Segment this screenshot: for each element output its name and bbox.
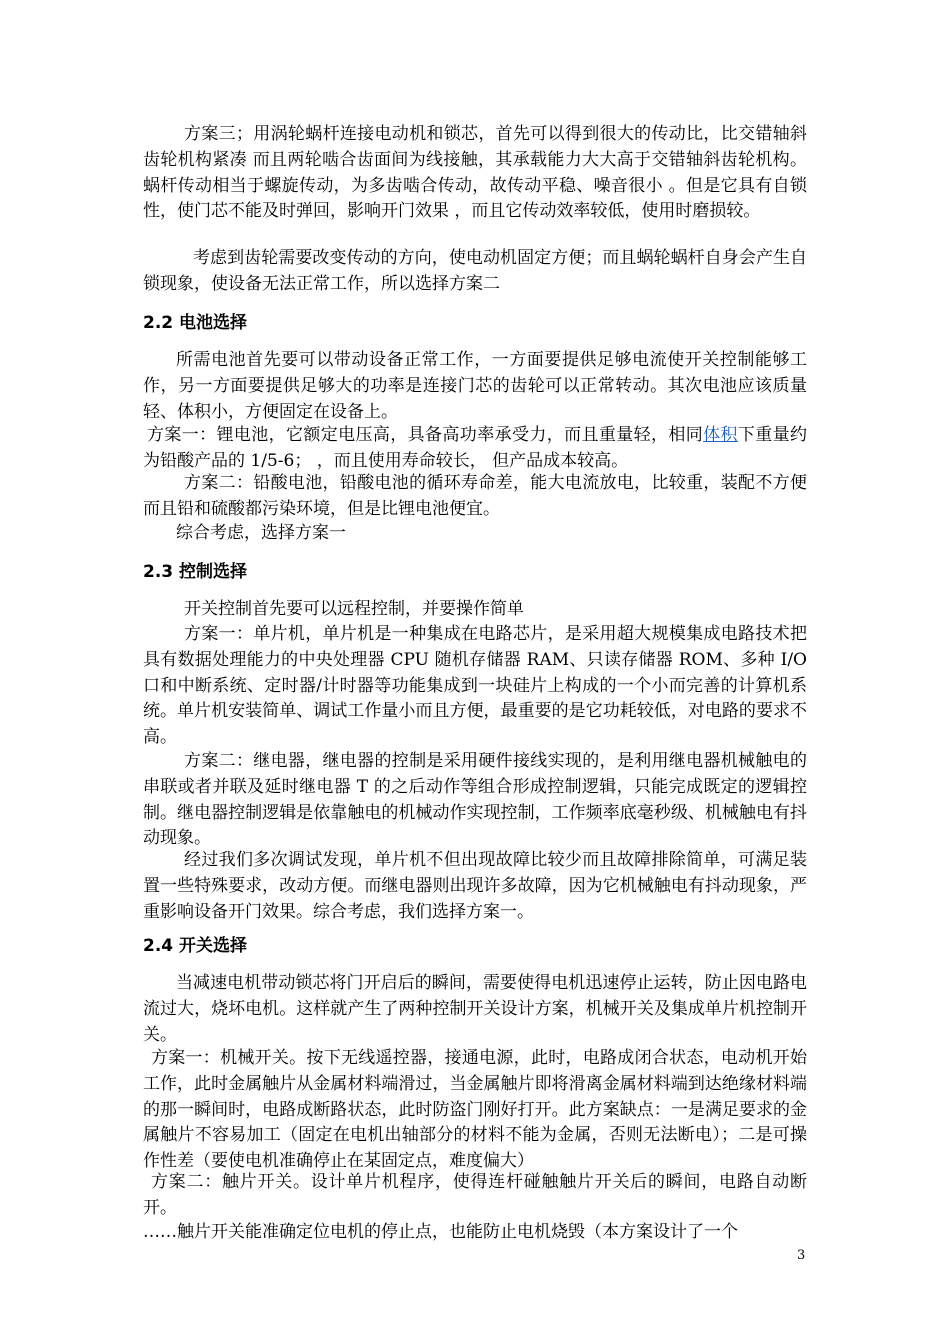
paragraph: 方案一：机械开关。按下无线遥控器，接通电源，此时，电路成闭合状态，电动机开始工作，此时金属触片从金属材料端滑过，当金属触片即将滑离金属材料端到达绝缘材料端的那一瞬间时，电路成断路状态，此时防盗门刚好打开。此方案缺点：一是满足要求的金属触片不容易加工（固定在电机出轴部分的材料不能为金属，否则无法断电）；二是可操作性差（要使电机准确停止在某固定点，难度偏大） [143, 1048, 807, 1172]
paragraph: 当减速电机带动锁芯将门开启后的瞬间，需要使得电机迅速停止运转，防止因电路电流过大，烧坏电机。这样就产生了两种控制开关设计方案，机械开关及集成单片机控制开关。 [143, 973, 807, 1045]
text-block [143, 246, 807, 298]
text-block [143, 1220, 807, 1246]
text-block [143, 848, 807, 925]
text-block [143, 559, 807, 585]
page-number: 3 [797, 1248, 806, 1263]
paragraph: 方案一：单片机，单片机是一种集成在电路芯片，是采用超大规模集成电路技术把具有数据处理能力的中央处理器 CPU 随机存储器 RAM、只读存储器 ROM、多种 I/O 口和中断系统、定时器/计时器等功能集成到一块硅片上构成的一个小而完善的计算机系统。单片机安装简单、调试工作量小而且方便，最重要的是它功耗较低，对电路的要求不高。 [143, 624, 807, 748]
section-heading: 2.3 控制选择 [143, 562, 248, 582]
paragraph: 方案三；用涡轮蜗杆连接电动机和锁芯，首先可以得到很大的传动比，比交错轴斜齿轮机构紧凑 而且两轮啮合齿面间为线接触，其承载能力大大高于交错轴斜齿轮机构。蜗杆传动相当于螺旋传动，为多齿啮合传动，故传动平稳、噪音很小 。但是它具有自锁性，使门芯不能及时弹回，影响开门效果 ，而且它传动效率较低，使用时磨损较。 [143, 124, 807, 222]
text-block [143, 1046, 807, 1175]
hyperlink[interactable]: 体积 [703, 425, 738, 445]
section-heading: 2.2 电池选择 [143, 313, 248, 333]
paragraph: 开关控制首先要可以远程控制，并要操作简单 [184, 599, 524, 619]
text-block [143, 971, 807, 1048]
text-block [143, 310, 807, 336]
text-block [143, 1170, 807, 1222]
text-block [143, 521, 807, 547]
paragraph: 方案二：铅酸电池，铅酸电池的循环寿命差，能大电流放电，比较重，装配不方便而且铅和硫酸都污染环境，但是比锂电池便宜。 [143, 473, 807, 519]
text-block [143, 423, 807, 475]
paragraph-text: 下重量约为铅酸产品的 1/5-6； ，而且使用寿命较长， 但产品成本较高。 [143, 425, 808, 471]
paragraph: 所需电池首先要可以带动设备正常工作，一方面要提供足够电流使开关控制能够工作，另一方面要提供足够大的功率是连接门芯的齿轮可以正常转动。其次电池应该质量轻、体积小，方便固定在设备上。 [143, 350, 807, 422]
text-block [143, 122, 807, 225]
text-block [143, 348, 807, 425]
paragraph-text: 方案一：锂电池，它额定电压高，具备高功率承受力，而且重量轻，相同 [147, 425, 704, 445]
paragraph: ……触片开关能准确定位电机的停止点，也能防止电机烧毁（本方案设计了一个 [143, 1222, 738, 1242]
text-block [143, 933, 807, 959]
section-heading: 2.4 开关选择 [143, 936, 248, 956]
paragraph: 经过我们多次调试发现，单片机不但出现故障比较少而且故障排除简单，可满足装置一些特殊要求，改动方便。而继电器则出现许多故障，因为它机械触电有抖动现象，严重影响设备开门效果。综合考虑，我们选择方案一。 [143, 850, 807, 922]
paragraph: 综合考虑，选择方案一 [176, 523, 346, 543]
text-block [143, 622, 807, 751]
text-block [143, 749, 807, 852]
paragraph: 方案二：触片开关。设计单片机程序，使得连杆碰触触片开关后的瞬间，电路自动断开。 [143, 1172, 807, 1218]
paragraph: 方案二：继电器，继电器的控制是采用硬件接线实现的，是利用继电器机械触电的串联或者并联及延时继电器 T 的之后动作等组合形成控制逻辑，只能完成既定的逻辑控制。继电器控制逻辑是依靠触电的机械动作实现控制，工作频率底毫秒级、机械触电有抖动现象。 [143, 751, 807, 849]
text-block [143, 471, 807, 523]
paragraph: 考虑到齿轮需要改变传动的方向，使电动机固定方便；而且蜗轮蜗杆自身会产生自锁现象，使设备无法正常工作，所以选择方案二 [143, 248, 807, 294]
paragraph [143, 423, 807, 475]
text-block [143, 597, 807, 623]
